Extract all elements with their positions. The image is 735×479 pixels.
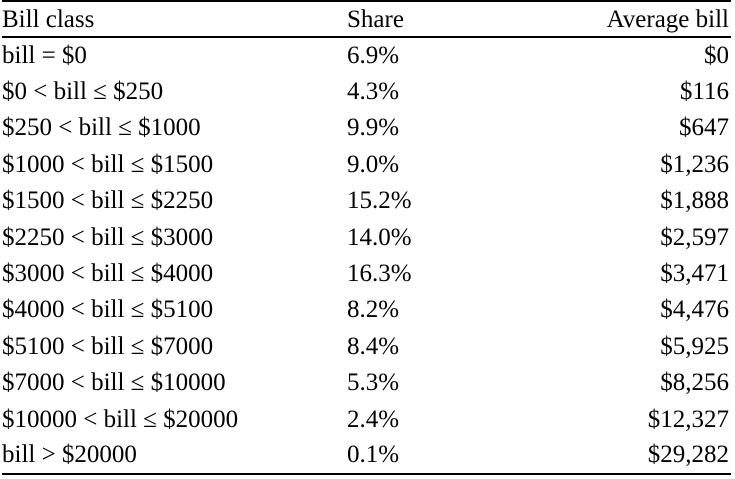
average-bill-cell: $29,282	[535, 437, 731, 473]
table-row	[2, 219, 731, 255]
average-bill-cell: $647	[679, 114, 729, 142]
share-cell: 8.2%	[347, 296, 400, 324]
header-share: Share	[347, 1, 535, 37]
table-row	[2, 328, 731, 364]
average-bill-cell: $8,256	[660, 369, 729, 397]
header-row	[2, 1, 731, 37]
average-bill-cell: $12,327	[647, 405, 729, 433]
table-row	[2, 365, 731, 401]
bill-class-table	[2, 0, 731, 475]
bill-class-table-container	[2, 0, 731, 475]
average-bill-cell: $116	[679, 78, 729, 106]
bill-class-cell: $0 < bill ≤ $250	[2, 78, 164, 106]
average-bill-cell: $1,888	[660, 187, 729, 215]
share-cell: 16.3%	[347, 260, 412, 288]
share-cell: 8.4%	[347, 332, 400, 360]
bill-class-cell: $4000 < bill ≤ $5100	[2, 296, 214, 324]
bill-class-cell: $3000 < bill ≤ $4000	[2, 260, 214, 288]
bill-class-cell: $1000 < bill ≤ $1500	[2, 150, 214, 178]
share-cell: 15.2%	[347, 187, 412, 215]
average-bill-cell: $1,236	[660, 150, 729, 178]
bill-class-cell: $5100 < bill ≤ $7000	[2, 332, 214, 360]
bill-class-cell: $2250 < bill ≤ $3000	[2, 223, 214, 251]
table-row	[2, 146, 731, 182]
share-cell: 6.9%	[347, 42, 400, 70]
share-cell: 9.9%	[347, 114, 400, 142]
table-header	[2, 1, 731, 37]
average-bill-cell: $3,471	[660, 260, 729, 288]
table-row	[2, 255, 731, 291]
header-bill-class: Bill class	[2, 1, 347, 37]
bill-class-cell: $250 < bill ≤ $1000	[2, 114, 201, 142]
table-row	[2, 401, 731, 437]
header-average-bill: Average bill	[535, 1, 731, 37]
table-row	[2, 110, 731, 146]
table-row	[2, 73, 731, 109]
share-cell: 14.0%	[347, 223, 412, 251]
share-cell: 0.1%	[347, 437, 535, 473]
bill-class-cell: bill = $0	[2, 42, 87, 70]
bill-class-cell: $10000 < bill ≤ $20000	[2, 405, 239, 433]
table-row	[2, 437, 731, 473]
average-bill-cell: $5,925	[660, 332, 729, 360]
bill-class-cell: $7000 < bill ≤ $10000	[2, 369, 226, 397]
average-bill-cell: $4,476	[660, 296, 729, 324]
table-row	[2, 292, 731, 328]
bill-class-cell: bill > $20000	[2, 437, 347, 473]
share-cell: 2.4%	[347, 405, 400, 433]
share-cell: 4.3%	[347, 78, 400, 106]
share-cell: 9.0%	[347, 150, 400, 178]
table-row	[2, 37, 731, 73]
bill-class-cell: $1500 < bill ≤ $2250	[2, 187, 214, 215]
share-cell: 5.3%	[347, 369, 400, 397]
average-bill-cell: $0	[704, 42, 729, 70]
average-bill-cell: $2,597	[660, 223, 729, 251]
table-body	[2, 37, 731, 474]
table-row	[2, 183, 731, 219]
